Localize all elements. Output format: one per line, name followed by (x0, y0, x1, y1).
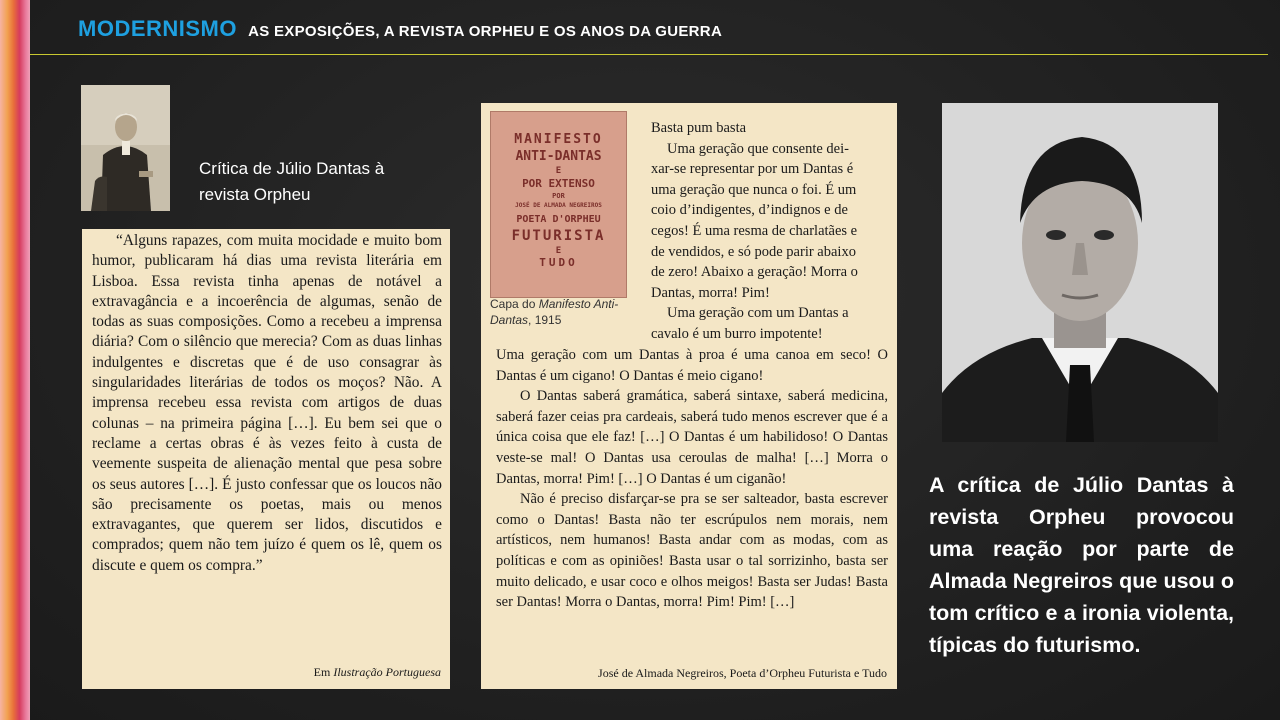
manifesto-line: coio d’indigentes, d’indignos e de (651, 202, 848, 219)
manifesto-line: cavalo é um burro impotente! (651, 325, 823, 342)
manifesto-page (481, 103, 897, 689)
cover-text: JOSÉ DE ALMADA NEGREIROS (515, 202, 602, 209)
manifesto-line: uma geração que nunca o foi. É um (651, 181, 857, 198)
cover-text: TUDO (539, 256, 578, 269)
title-main: MODERNISMO (78, 16, 237, 41)
cover-text: FUTURISTA (511, 228, 606, 244)
manifesto-cover (490, 111, 627, 298)
manifesto-line: Uma geração que consente dei- (667, 140, 849, 157)
quote-source-title: Ilustração Portuguesa (333, 665, 441, 679)
caption-line: Crítica de Júlio Dantas à (199, 159, 385, 178)
caption-line: revista Orpheu (199, 185, 311, 204)
title-subtitle: AS EXPOSIÇÕES, A REVISTA ORPHEU E OS ANOS DA GUERRA (248, 23, 723, 40)
manifesto-paragraph: Uma geração com um Dantas à proa é uma canoa em seco! O Dantas é um cigano! O Dantas é meio cigano! (496, 347, 888, 384)
manifesto-paragraph: O Dantas saberá gramática, saberá sintaxe, saberá medicina, saberá fazer ceias pra cardeais, saberá tudo menos escrever que é a única coisa que ele faz! […] O Dantas é um habilidoso! O Dantas veste-se mal! O Dantas usa ceroulas de malha! […] Morra o Dantas, morra! Pim! […] O Dantas é um ciganão! (496, 388, 888, 487)
quote-source-prefix: Em (313, 665, 334, 679)
manifesto-source: José de Almada Negreiros, Poeta d’Orpheu Futurista e Tudo (598, 666, 887, 680)
quote-source (314, 665, 441, 680)
manifesto-line: cegos! É uma resma de charlatães e (651, 222, 858, 239)
cover-caption-title: Manifesto Anti-Dantas (490, 297, 619, 327)
cover-text: POR (552, 192, 565, 200)
manifesto-text-top (651, 118, 888, 345)
explanation-text: A crítica de Júlio Dantas à revista Orpheu provocou uma reação por parte de Almada Negreiros que usou o tom crítico e a ironia violenta, típicas do futurismo. (929, 473, 1234, 657)
cover-text: POR EXTENSO (522, 177, 595, 190)
manifesto-line: de zero! Abaixo a geração! Morra o (651, 264, 858, 281)
almada-negreiros-portrait (942, 103, 1218, 442)
manifesto-line: xar-se representar por um Dantas é (651, 161, 854, 178)
manifesto-line: Basta pum basta (651, 120, 747, 136)
decorative-side-bar (0, 0, 30, 720)
dantas-caption (199, 156, 459, 208)
cover-caption (490, 296, 630, 328)
manifesto-paragraph: Não é preciso disfarçar-se pra se ser salteador, basta escrever como o Dantas! Basta não ter escrúpulos nem morais, nem artísticos, nem humanos! Basta andar com as modas, com as políticas e com as opiniões! Basta usar o tal sorrizinho, basta ser muito delicado, e usar coco e olhos meigos! Basta ser Judas! Basta ser Dantas! Morra o Dantas, morra! Pim! Pim! […] (496, 491, 888, 611)
manifesto-line: Uma geração com um Dantas a (667, 305, 849, 322)
cover-text: E (555, 166, 562, 176)
dantas-quote-text: “Alguns rapazes, com muita mocidade e muito bom humor, publicaram há dias uma revista literária em Lisboa. Essa revista tinha apenas de notável a extravagância e a incoerência de algumas, senão de todas as suas composições. Como a recebeu a imprensa diária? Com o silêncio que merecia? Com as duas linhas indulgentes e discretas que é de uso consagrar às singularidades literárias de todos os moços? Não. A imprensa recebeu essa revista com artigos de duas colunas – na primeira página […]. Eu bem sei que o reclame a certas obras é às vezes feito à custa de veemente suspeita de alienação mental que pesa sobre os seus autores […]. É justo confessar que os loucos não são precisamente os poetas, mais ou menos extravagantes, que querem ser lidos, discutidos e comprados; quem não tem juízo é quem os lê, quem os discute e quem os compra.” (92, 232, 442, 574)
manifesto-line: de vendidos, e só pode parir abaixo (651, 243, 856, 260)
manifesto-line: Dantas, morra! Pim! (651, 284, 770, 301)
cover-caption-text: Capa do (490, 297, 539, 311)
cover-text: ANTI-DANTAS (515, 149, 602, 164)
cover-text: E (555, 246, 562, 256)
cover-caption-year: , 1915 (528, 313, 562, 327)
cover-text: POETA D'ORPHEU (516, 214, 601, 225)
manifesto-text-bottom (496, 345, 888, 613)
julio-dantas-portrait (81, 85, 170, 211)
cover-text: MANIFESTO (514, 132, 603, 147)
title-divider (30, 54, 1268, 55)
dantas-quote-page (82, 229, 450, 689)
slide-title (78, 16, 722, 42)
